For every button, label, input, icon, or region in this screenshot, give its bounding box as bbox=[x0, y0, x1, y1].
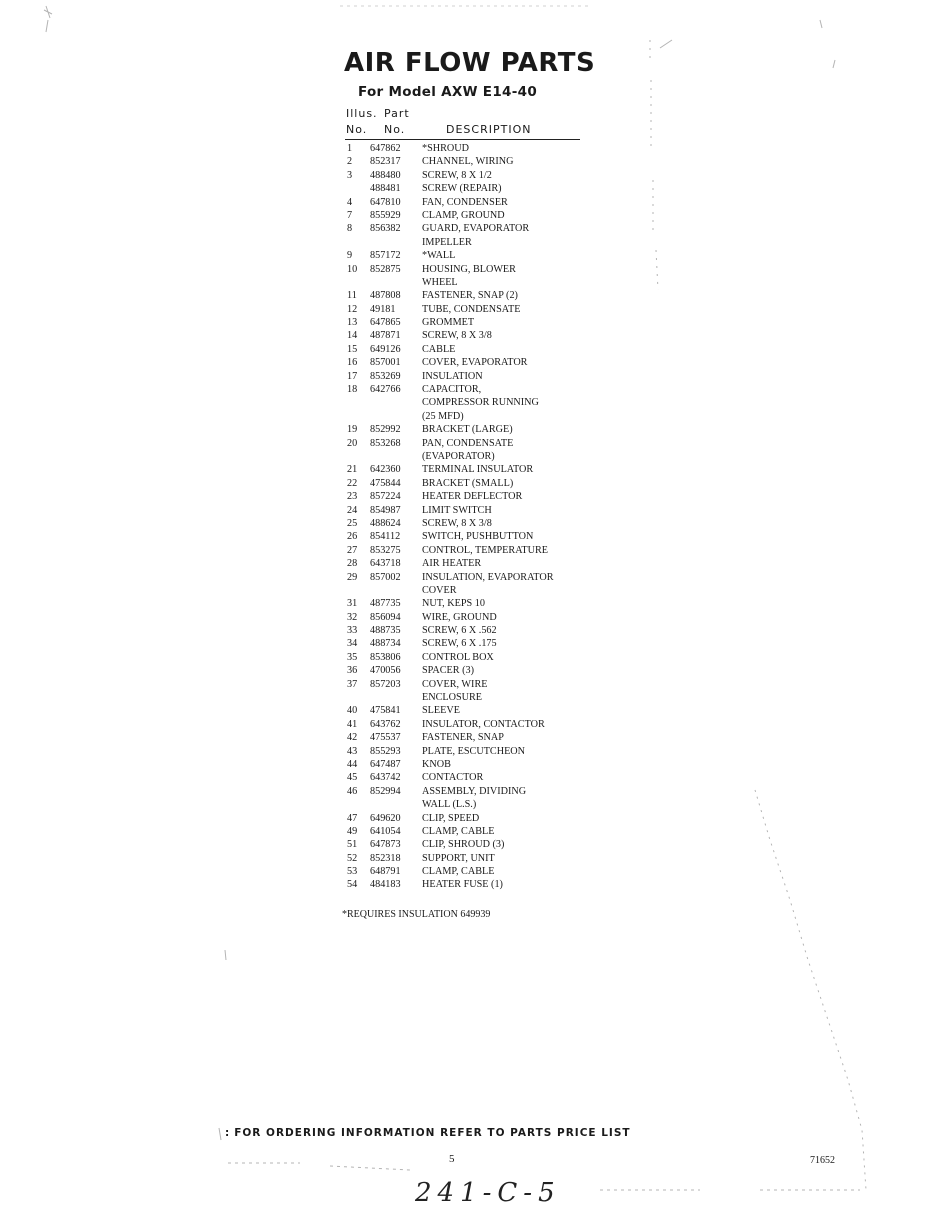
handwritten-note: 241-C-5 bbox=[415, 1178, 561, 1208]
table-row bbox=[345, 691, 585, 704]
part-description: WALL (L.S.) bbox=[422, 799, 477, 811]
illus-no: 4 bbox=[347, 196, 353, 208]
table-row bbox=[345, 463, 585, 476]
part-description: COMPRESSOR RUNNING bbox=[422, 397, 539, 409]
illus-no: 40 bbox=[347, 705, 358, 717]
header-part: Part bbox=[384, 107, 410, 120]
part-no: 643742 bbox=[370, 772, 401, 784]
part-description: COVER, EVAPORATOR bbox=[422, 357, 528, 369]
illus-no: 25 bbox=[347, 517, 358, 529]
part-no: 475537 bbox=[370, 732, 401, 744]
part-no: 647865 bbox=[370, 317, 401, 329]
part-description: HEATER FUSE (1) bbox=[422, 879, 503, 891]
illus-no: 45 bbox=[347, 772, 358, 784]
illus-no: 15 bbox=[347, 343, 358, 355]
part-description: LIMIT SWITCH bbox=[422, 504, 492, 516]
illus-no: 17 bbox=[347, 370, 358, 382]
table-row bbox=[345, 825, 585, 838]
part-description: KNOB bbox=[422, 758, 451, 770]
illus-no: 32 bbox=[347, 611, 358, 623]
illus-no: 43 bbox=[347, 745, 358, 757]
table-row bbox=[345, 303, 585, 316]
part-no: 487871 bbox=[370, 330, 401, 342]
part-description: CAPACITOR, bbox=[422, 384, 482, 396]
table-row bbox=[345, 155, 585, 168]
part-description: WHEEL bbox=[422, 276, 458, 288]
table-row bbox=[345, 838, 585, 851]
part-description: INSULATOR, CONTACTOR bbox=[422, 718, 545, 730]
part-no: 855293 bbox=[370, 745, 401, 757]
table-row bbox=[345, 249, 585, 262]
part-description: SCREW, 6 X .175 bbox=[422, 638, 497, 650]
table-row bbox=[345, 316, 585, 329]
illus-no: 44 bbox=[347, 758, 358, 770]
part-no: 649126 bbox=[370, 343, 401, 355]
part-description: CONTROL, TEMPERATURE bbox=[422, 544, 549, 556]
illus-no: 3 bbox=[347, 169, 353, 181]
table-row bbox=[345, 745, 585, 758]
illus-no: 35 bbox=[347, 651, 358, 663]
table-row bbox=[345, 584, 585, 597]
table-row bbox=[345, 437, 585, 450]
part-description: HOUSING, BLOWER bbox=[422, 263, 516, 275]
part-no: 484183 bbox=[370, 879, 401, 891]
illus-no: 9 bbox=[347, 250, 353, 262]
part-no: 647862 bbox=[370, 143, 401, 154]
illus-no: 53 bbox=[347, 866, 358, 878]
illus-no: 11 bbox=[347, 290, 357, 302]
parts-list bbox=[345, 142, 585, 892]
table-row bbox=[345, 517, 585, 530]
illus-no: 28 bbox=[347, 558, 358, 570]
table-row bbox=[345, 383, 585, 396]
table-row bbox=[345, 222, 585, 235]
table-row bbox=[345, 477, 585, 490]
part-no: 852992 bbox=[370, 424, 401, 436]
part-description: CHANNEL, WIRING bbox=[422, 156, 514, 168]
part-no: 488734 bbox=[370, 638, 401, 650]
part-description: BRACKET (SMALL) bbox=[422, 477, 514, 489]
insulation-footnote: *REQUIRES INSULATION 649939 bbox=[342, 909, 491, 920]
illus-no: 13 bbox=[347, 317, 358, 329]
part-no: 856094 bbox=[370, 611, 401, 623]
header-description: DESCRIPTION bbox=[446, 123, 532, 136]
table-row bbox=[345, 557, 585, 570]
part-no: 488481 bbox=[370, 183, 401, 195]
illus-no: 23 bbox=[347, 491, 358, 503]
part-description: TUBE, CONDENSATE bbox=[422, 303, 521, 315]
table-row bbox=[345, 236, 585, 249]
part-no: 642360 bbox=[370, 464, 401, 476]
part-description: SPACER (3) bbox=[422, 665, 474, 677]
table-row bbox=[345, 263, 585, 276]
part-description: CLAMP, CABLE bbox=[422, 825, 495, 837]
illus-no: 10 bbox=[347, 263, 358, 275]
part-description: AIR HEATER bbox=[422, 558, 482, 570]
part-description: PLATE, ESCUTCHEON bbox=[422, 745, 526, 757]
table-row bbox=[345, 182, 585, 195]
header-no-part: No. bbox=[384, 123, 406, 136]
document-code: 71652 bbox=[810, 1155, 835, 1166]
part-no: 857203 bbox=[370, 678, 401, 690]
table-row bbox=[345, 852, 585, 865]
illus-no: 20 bbox=[347, 437, 358, 449]
part-no: 855929 bbox=[370, 209, 401, 221]
illus-no: 47 bbox=[347, 812, 358, 824]
part-no: 647487 bbox=[370, 758, 401, 770]
header-no-illus: No. bbox=[346, 123, 368, 136]
illus-no: 41 bbox=[347, 718, 358, 730]
table-row bbox=[345, 798, 585, 811]
part-description: CABLE bbox=[422, 343, 456, 355]
illus-no: 37 bbox=[347, 678, 358, 690]
table-row bbox=[345, 637, 585, 650]
illus-no: 22 bbox=[347, 477, 358, 489]
illus-no: 49 bbox=[347, 825, 358, 837]
part-no: 487808 bbox=[370, 290, 401, 302]
part-no: 49181 bbox=[370, 303, 396, 315]
illus-no: 27 bbox=[347, 544, 358, 556]
illus-no: 46 bbox=[347, 785, 358, 797]
part-description: CLIP, SHROUD (3) bbox=[422, 839, 505, 851]
part-no: 643718 bbox=[370, 558, 401, 570]
part-no: 488624 bbox=[370, 517, 401, 529]
illus-no: 24 bbox=[347, 504, 358, 516]
table-row bbox=[345, 289, 585, 302]
part-no: 852994 bbox=[370, 785, 401, 797]
illus-no: 36 bbox=[347, 665, 358, 677]
ordering-note-text: FOR ORDERING INFORMATION REFER TO PARTS PRICE LIST bbox=[234, 1127, 631, 1139]
part-description: CLIP, SPEED bbox=[422, 812, 480, 824]
part-no: 488480 bbox=[370, 169, 401, 181]
table-row bbox=[345, 678, 585, 691]
table-row bbox=[345, 356, 585, 369]
part-description: GROMMET bbox=[422, 317, 475, 329]
part-description: SCREW, 8 X 3/8 bbox=[422, 330, 492, 342]
part-no: 475841 bbox=[370, 705, 401, 717]
part-no: 854987 bbox=[370, 504, 401, 516]
table-row bbox=[345, 423, 585, 436]
table-row bbox=[345, 611, 585, 624]
illus-no: 54 bbox=[347, 879, 358, 891]
part-no: 857172 bbox=[370, 250, 401, 262]
part-no: 857001 bbox=[370, 357, 401, 369]
part-description: SLEEVE bbox=[422, 705, 460, 717]
page-title: AIR FLOW PARTS bbox=[344, 48, 596, 78]
part-description: SCREW, 6 X .562 bbox=[422, 625, 497, 637]
table-row bbox=[345, 276, 585, 289]
part-no: 641054 bbox=[370, 825, 401, 837]
part-no: 852875 bbox=[370, 263, 401, 275]
table-row bbox=[345, 196, 585, 209]
part-description: FAN, CONDENSER bbox=[422, 196, 508, 208]
table-row bbox=[345, 878, 585, 891]
part-description: *SHROUD bbox=[422, 143, 469, 154]
header-rule bbox=[345, 139, 580, 140]
part-no: 648791 bbox=[370, 866, 401, 878]
table-row bbox=[345, 624, 585, 637]
illus-no: 16 bbox=[347, 357, 358, 369]
table-row bbox=[345, 785, 585, 798]
model-subtitle: For Model AXW E14-40 bbox=[358, 84, 538, 100]
part-description: FASTENER, SNAP bbox=[422, 732, 504, 744]
table-row bbox=[345, 329, 585, 342]
table-row bbox=[345, 718, 585, 731]
part-description: INSULATION bbox=[422, 370, 483, 382]
table-row bbox=[345, 865, 585, 878]
part-description: *WALL bbox=[422, 250, 456, 262]
table-row bbox=[345, 571, 585, 584]
part-description: CONTROL BOX bbox=[422, 651, 494, 663]
illus-no: 51 bbox=[347, 839, 358, 851]
part-no: 470056 bbox=[370, 665, 401, 677]
ordering-bullet-icon: : bbox=[225, 1127, 231, 1139]
part-no: 857224 bbox=[370, 491, 401, 503]
part-description: TERMINAL INSULATOR bbox=[422, 464, 534, 476]
table-row bbox=[345, 142, 585, 155]
part-no: 854112 bbox=[370, 531, 401, 543]
part-description: SCREW, 8 X 3/8 bbox=[422, 517, 492, 529]
part-description: IMPELLER bbox=[422, 236, 472, 248]
table-row bbox=[345, 651, 585, 664]
table-row bbox=[345, 370, 585, 383]
illus-no: 26 bbox=[347, 531, 358, 543]
table-row bbox=[345, 450, 585, 463]
illus-no: 1 bbox=[347, 143, 353, 154]
part-no: 853268 bbox=[370, 437, 401, 449]
part-description: (25 MFD) bbox=[422, 410, 464, 422]
table-row bbox=[345, 169, 585, 182]
part-no: 647873 bbox=[370, 839, 401, 851]
part-description: SCREW (REPAIR) bbox=[422, 183, 502, 195]
illus-no: 52 bbox=[347, 852, 358, 864]
part-description: SUPPORT, UNIT bbox=[422, 852, 495, 864]
part-no: 852317 bbox=[370, 156, 401, 168]
part-no: 852318 bbox=[370, 852, 401, 864]
part-description: INSULATION, EVAPORATOR bbox=[422, 571, 554, 583]
part-no: 475844 bbox=[370, 477, 401, 489]
part-no: 649620 bbox=[370, 812, 401, 824]
part-no: 857002 bbox=[370, 571, 401, 583]
part-no: 487735 bbox=[370, 598, 401, 610]
illus-no: 18 bbox=[347, 384, 358, 396]
illus-no: 34 bbox=[347, 638, 358, 650]
table-row bbox=[345, 597, 585, 610]
part-description: CLAMP, CABLE bbox=[422, 866, 495, 878]
part-description: CONTACTOR bbox=[422, 772, 484, 784]
part-no: 853806 bbox=[370, 651, 401, 663]
table-row bbox=[345, 771, 585, 784]
illus-no: 29 bbox=[347, 571, 358, 583]
illus-no: 2 bbox=[347, 156, 353, 168]
part-description: COVER, WIRE bbox=[422, 678, 488, 690]
table-row bbox=[345, 396, 585, 409]
part-description: GUARD, EVAPORATOR bbox=[422, 223, 530, 235]
part-description: FASTENER, SNAP (2) bbox=[422, 290, 518, 302]
part-description: SCREW, 8 X 1/2 bbox=[422, 169, 492, 181]
part-no: 488735 bbox=[370, 625, 401, 637]
table-row bbox=[345, 758, 585, 771]
part-description: SWITCH, PUSHBUTTON bbox=[422, 531, 534, 543]
part-description: NUT, KEPS 10 bbox=[422, 598, 485, 610]
illus-no: 33 bbox=[347, 625, 358, 637]
part-description: ASSEMBLY, DIVIDING bbox=[422, 785, 527, 797]
table-row bbox=[345, 490, 585, 503]
ordering-note bbox=[225, 1127, 631, 1139]
table-row bbox=[345, 812, 585, 825]
illus-no: 19 bbox=[347, 424, 358, 436]
part-no: 856382 bbox=[370, 223, 401, 235]
part-description: CLAMP, GROUND bbox=[422, 209, 505, 221]
part-description: BRACKET (LARGE) bbox=[422, 424, 513, 436]
part-description: COVER bbox=[422, 584, 457, 596]
part-no: 647810 bbox=[370, 196, 401, 208]
table-row bbox=[345, 530, 585, 543]
table-row bbox=[345, 544, 585, 557]
part-no: 642766 bbox=[370, 384, 401, 396]
table-row bbox=[345, 704, 585, 717]
table-row bbox=[345, 410, 585, 423]
part-no: 643762 bbox=[370, 718, 401, 730]
table-row bbox=[345, 664, 585, 677]
page-number: 5 bbox=[449, 1153, 455, 1165]
table-row bbox=[345, 343, 585, 356]
part-description: ENCLOSURE bbox=[422, 692, 482, 704]
part-no: 853269 bbox=[370, 370, 401, 382]
illus-no: 12 bbox=[347, 303, 358, 315]
header-illus: Illus. bbox=[346, 107, 378, 120]
illus-no: 31 bbox=[347, 598, 358, 610]
table-row bbox=[345, 209, 585, 222]
part-description: HEATER DEFLECTOR bbox=[422, 491, 523, 503]
table-row bbox=[345, 731, 585, 744]
part-no: 853275 bbox=[370, 544, 401, 556]
illus-no: 8 bbox=[347, 223, 353, 235]
part-description: PAN, CONDENSATE bbox=[422, 437, 514, 449]
table-row bbox=[345, 504, 585, 517]
illus-no: 14 bbox=[347, 330, 358, 342]
part-description: WIRE, GROUND bbox=[422, 611, 497, 623]
illus-no: 7 bbox=[347, 209, 353, 221]
part-description: (EVAPORATOR) bbox=[422, 450, 495, 462]
illus-no: 21 bbox=[347, 464, 358, 476]
illus-no: 42 bbox=[347, 732, 358, 744]
